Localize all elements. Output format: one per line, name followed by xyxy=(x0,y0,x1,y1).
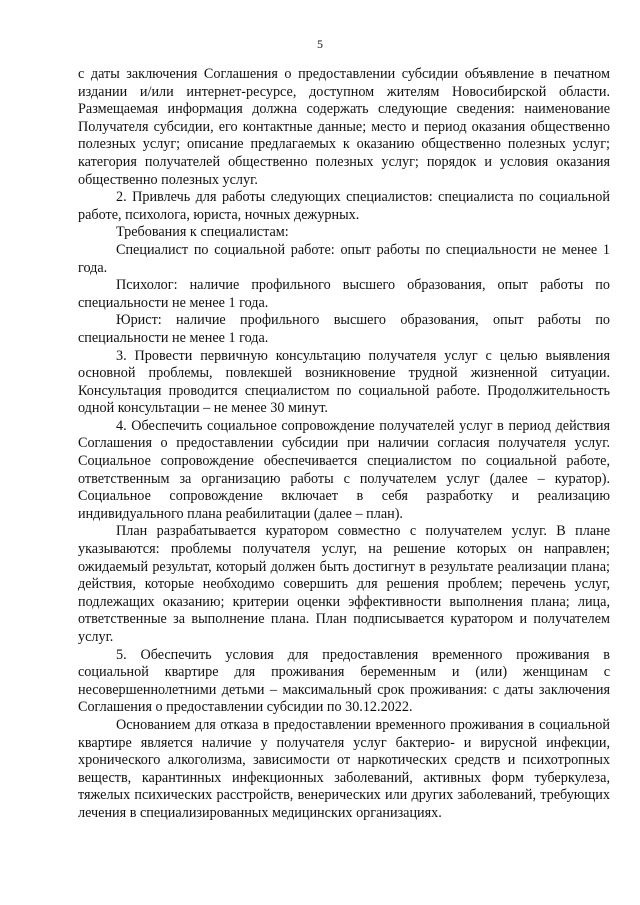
paragraph: Юрист: наличие профильного высшего образования, опыт работы по специальности не менее 1 года. xyxy=(78,312,610,346)
paragraph: с даты заключения Соглашения о предоставлении субсидии объявление в печатном издании и/или интернет-ресурсе, доступном жителям Новосибирской области. Размещаемая информация должна содержать следующие сведения: наименование Получателя субсидии, его контактные данные; место и период оказания общественно полезных услуг; описание предлагаемых к оказанию общественно полезных услуг; категория получателей общественно полезных услуг; порядок и условия оказания общественно полезных услуг. xyxy=(78,66,610,188)
paragraph: 4. Обеспечить социальное сопровождение получателей услуг в период действия Соглашения о предоставлении субсидии при наличии согласия получателя услуг. Социальное сопровождение обеспечивается специалистом по социальной работе, ответственным за организацию работы с получателем услуг (далее – куратор). Социальное сопровождение включает в себя разработку и реализацию индивидуального плана реабилитации (далее – план). xyxy=(78,417,610,522)
page-number: 5 xyxy=(317,37,323,51)
paragraph: Специалист по социальной работе: опыт работы по специальности не менее 1 года. xyxy=(78,241,610,276)
paragraph: Требования к специалистам: xyxy=(116,224,289,241)
paragraph: План разрабатывается куратором совместно с получателем услуг. В плане указываются: проблемы получателя услуг, на решение которых он направлен; ожидаемый результат, который должен быть достигнут в результате реализации плана; действия, которые необходимо совершить для решения проблем; перечень услуг, подлежащих оказанию; критерии оценки эффективности выполнения плана; лица, ответственные за выполнение плана. План подписывается куратором и получателем услуг. xyxy=(78,523,610,645)
paragraph: 5. Обеспечить условия для предоставления временного проживания в социальной квартире для проживания беременным и (или) женщинам с несовершеннолетними детьми – максимальный срок проживания: с даты заключения Соглашения о предоставлении субсидии по 30.12.2022. xyxy=(78,646,610,716)
paragraph: 2. Привлечь для работы следующих специалистов: специалиста по социальной работе, психолога, юриста, ночных дежурных. xyxy=(78,189,610,223)
paragraph: 3. Провести первичную консультацию получателя услуг с целью выявления основной проблемы, повлекшей возникновение трудной жизненной ситуации. Консультация проводится специалистом по социальной работе. Продолжительность одной консультации – не менее 30 минут. xyxy=(78,347,610,417)
paragraph: Психолог: наличие профильного высшего образования, опыт работы по специальности не менее 1 года. xyxy=(78,277,610,311)
document-body xyxy=(78,66,610,823)
paragraph: Основанием для отказа в предоставлении временного проживания в социальной квартире является наличие у получателя услуг бактерио- и вирусной инфекции, хронического алкоголизма, зависимости от наркотических средств и психотропных веществ, карантинных инфекционных заболеваний, активных форм туберкулеза, тяжелых психических расстройств, венерических или других заболеваний, требующих лечения в специализированных медицинских организациях. xyxy=(78,716,610,821)
